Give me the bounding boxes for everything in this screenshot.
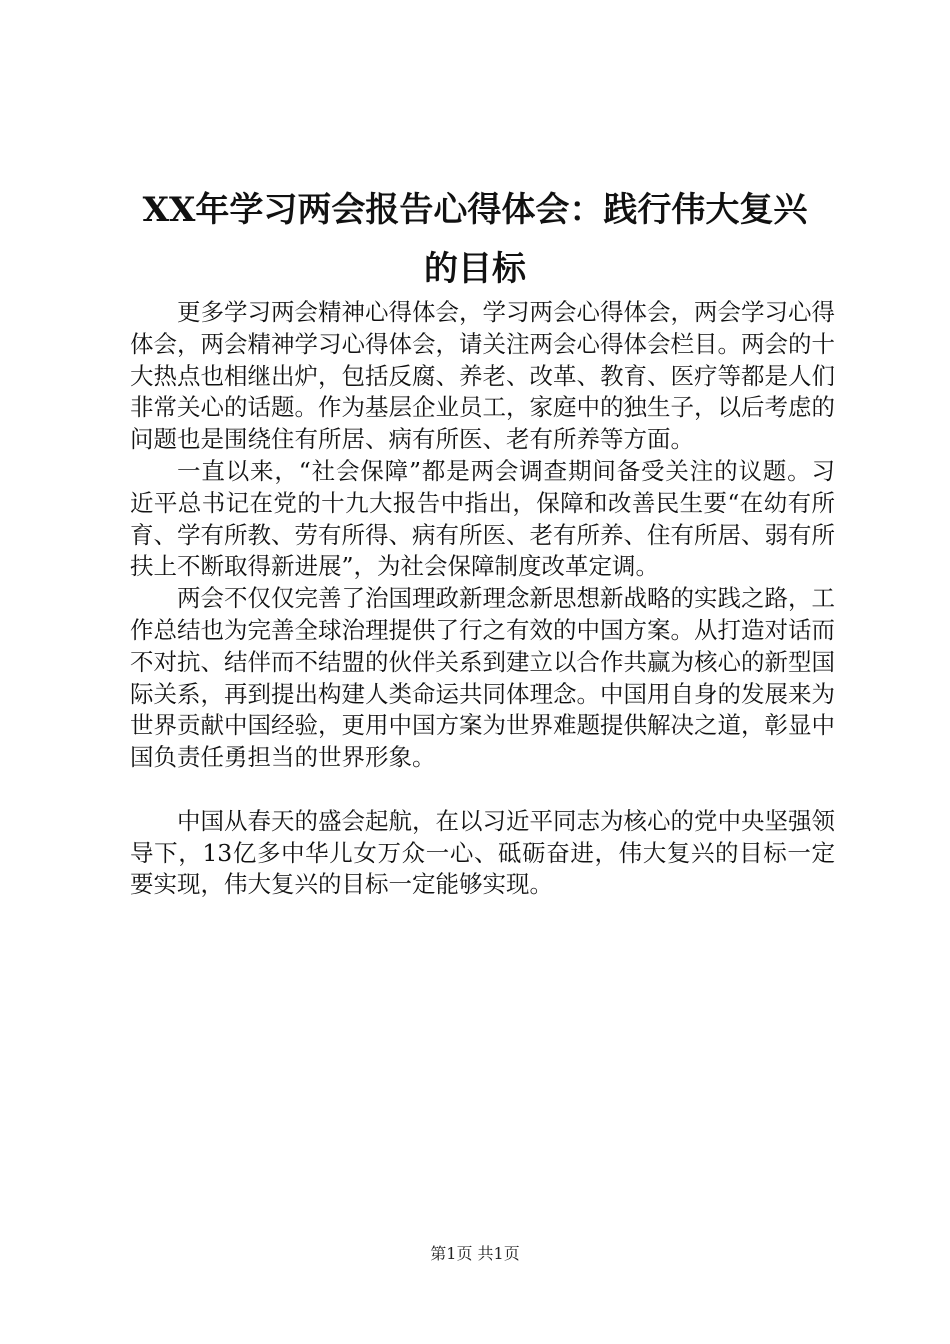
paragraph-4: 中国从春天的盛会起航，在以习近平同志为核心的党中央坚强领导下，13亿多中华儿女万众一心、砥砺奋进，伟大复兴的目标一定要实现，伟大复兴的目标一定能够实现。 <box>130 806 835 899</box>
paragraph-2: 一直以来，“社会保障”都是两会调查期间备受关注的议题。习近平总书记在党的十九大报告中指出，保障和改善民生要“在幼有所育、学有所教、劳有所得、病有所医、老有所养、住有所居、弱有所扶上不断取得新进展”，为社会保障制度改革定调。 <box>130 456 835 581</box>
document-title-line-1: XX年学习两会报告心得体会：践行伟大复兴 <box>142 190 808 230</box>
paragraph-1: 更多学习两会精神心得体会，学习两会心得体会，两会学习心得体会，两会精神学习心得体会，请关注两会心得体会栏目。两会的十大热点也相继出炉，包括反腐、养老、改革、教育、医疗等都是人们非常关心的话题。作为基层企业员工，家庭中的独生子，以后考虑的问题也是围绕住有所居、病有所医、老有所养等方面。 <box>130 298 835 454</box>
paragraph-3: 两会不仅仅完善了治国理政新理念新思想新战略的实践之路，工作总结也为完善全球治理提供了行之有效的中国方案。从打造对话而不对抗、结伴而不结盟的伙伴关系到建立以合作共赢为核心的新型国际关系，再到提出构建人类命运共同体理念。中国用自身的发展来为世界贡献中国经验，更用中国方案为世界难题提供解决之道，彰显中国负责任勇担当的世界形象。 <box>130 584 835 772</box>
page-footer: 第1页 共1页 <box>430 1244 520 1263</box>
document-title-line-2: 的目标 <box>424 249 526 289</box>
document-body <box>130 297 835 901</box>
